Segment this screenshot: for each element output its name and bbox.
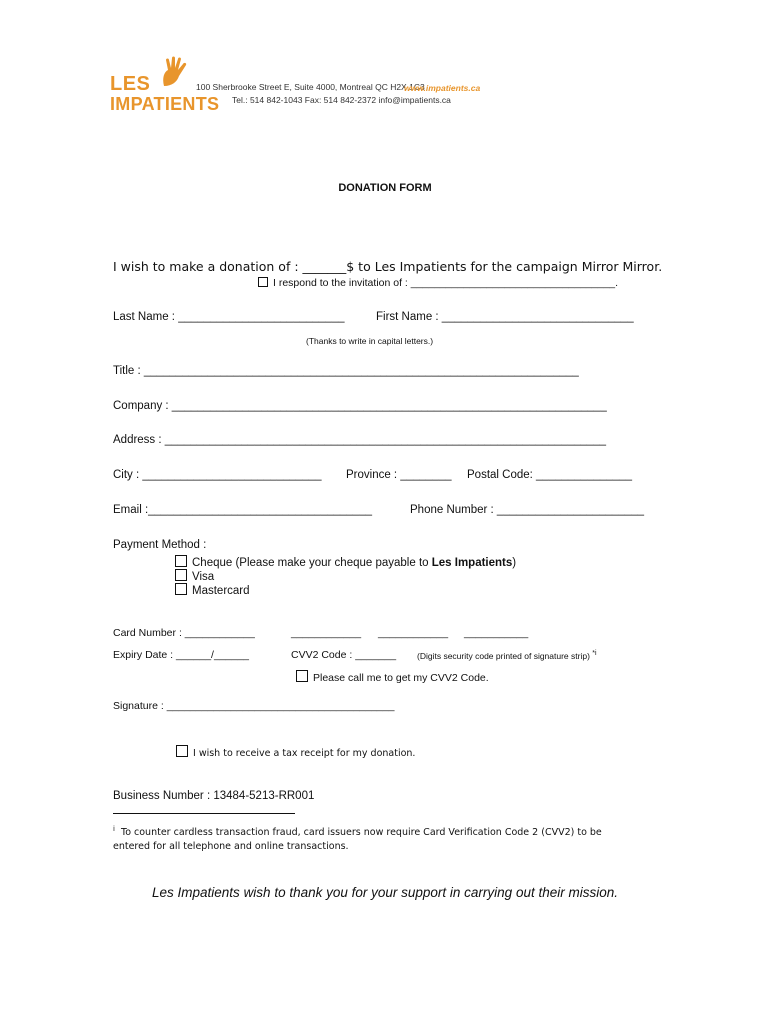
- title-field[interactable]: Title : ____________________________________________________________________: [113, 365, 579, 377]
- company-field[interactable]: Company : ____________________________________________________________________: [113, 400, 607, 412]
- card-number-group-2[interactable]: ____________: [291, 627, 362, 639]
- business-number: Business Number : 13484-5213-RR001: [113, 790, 315, 802]
- cheque-payee: Les Impatients: [431, 557, 513, 569]
- cvv-note-text: (Digits security code printed of signature strip): [417, 651, 590, 661]
- capital-letters-note: (Thanks to write in capital letters.): [306, 336, 434, 346]
- card-number-field[interactable]: Card Number : ____________: [113, 627, 255, 639]
- payment-visa-option[interactable]: [175, 569, 214, 583]
- last-name-field[interactable]: Last Name : __________________________: [113, 311, 345, 323]
- city-field[interactable]: City : ____________________________: [113, 469, 322, 481]
- brand-logo: [110, 74, 219, 113]
- cheque-label-suffix: ): [512, 557, 517, 569]
- footnote-mark: i: [113, 825, 115, 833]
- thank-you-message: Les Impatients wish to thank you for your support in carrying out their mission.: [152, 885, 618, 900]
- cvv-code-field[interactable]: CVV2 Code : _______: [291, 649, 397, 661]
- invitation-label: I respond to the invitation of : ___________________________________.: [273, 277, 619, 289]
- call-me-checkbox[interactable]: [296, 670, 308, 682]
- footnote-divider: [113, 813, 295, 814]
- visa-label: Visa: [192, 571, 215, 583]
- mastercard-label: Mastercard: [192, 585, 250, 597]
- logo-line-les: LES: [110, 73, 151, 95]
- phone-field[interactable]: Phone Number : _______________________: [410, 504, 645, 516]
- payment-mastercard-option[interactable]: [175, 583, 250, 597]
- payment-cheque-option[interactable]: [175, 555, 516, 569]
- logo-line-impatients: IMPATIENTS: [110, 94, 220, 114]
- header-address: 100 Sherbrooke Street E, Suite 4000, Montreal QC H2X 1C3: [196, 82, 425, 92]
- tax-receipt-option[interactable]: [176, 745, 415, 759]
- footnote-text-1: To counter cardless transaction fraud, card issuers now require Card Verification Code 2 (CVV2) to be: [121, 827, 602, 838]
- cvv-footnote-mark: *i: [592, 650, 597, 657]
- postal-code-field[interactable]: Postal Code: _______________: [467, 469, 632, 481]
- payment-method-label: Payment Method :: [113, 539, 207, 551]
- footnote-line-2: entered for all telephone and online transactions.: [113, 841, 349, 852]
- expiry-date-field[interactable]: Expiry Date : ______/______: [113, 649, 250, 661]
- tax-receipt-label: I wish to receive a tax receipt for my donation.: [193, 748, 416, 759]
- call-me-label: Please call me to get my CVV2 Code.: [313, 672, 489, 684]
- visa-checkbox[interactable]: [175, 569, 187, 581]
- province-field[interactable]: Province : ________: [346, 469, 452, 481]
- page-title: DONATION FORM: [338, 182, 432, 194]
- address-field[interactable]: Address : _____________________________________________________________________: [113, 434, 607, 446]
- card-number-group-4[interactable]: ___________: [464, 627, 529, 639]
- card-number-group-3[interactable]: ____________: [378, 627, 449, 639]
- mastercard-checkbox[interactable]: [175, 583, 187, 595]
- cheque-label-prefix: Cheque (Please make your cheque payable to: [192, 557, 432, 569]
- donation-amount-line: I wish to make a donation of : _______$ to Les Impatients for the campaign Mirror Mirror.: [113, 259, 663, 274]
- cheque-checkbox[interactable]: [175, 555, 187, 567]
- invitation-checkbox[interactable]: [258, 277, 268, 287]
- invitation-row: [258, 277, 618, 289]
- email-field[interactable]: Email :___________________________________: [113, 504, 372, 516]
- cvv-note: [417, 650, 597, 661]
- footnote-line-1: [113, 825, 602, 838]
- tax-receipt-checkbox[interactable]: [176, 745, 188, 757]
- header-contact: Tel.: 514 842-1043 Fax: 514 842-2372 info@impatients.ca: [232, 95, 451, 105]
- header-website-link[interactable]: www.impatients.ca: [404, 83, 481, 93]
- call-me-option[interactable]: [296, 670, 489, 684]
- first-name-field[interactable]: First Name : ______________________________: [376, 311, 634, 323]
- signature-field[interactable]: Signature : _______________________________________: [113, 700, 395, 712]
